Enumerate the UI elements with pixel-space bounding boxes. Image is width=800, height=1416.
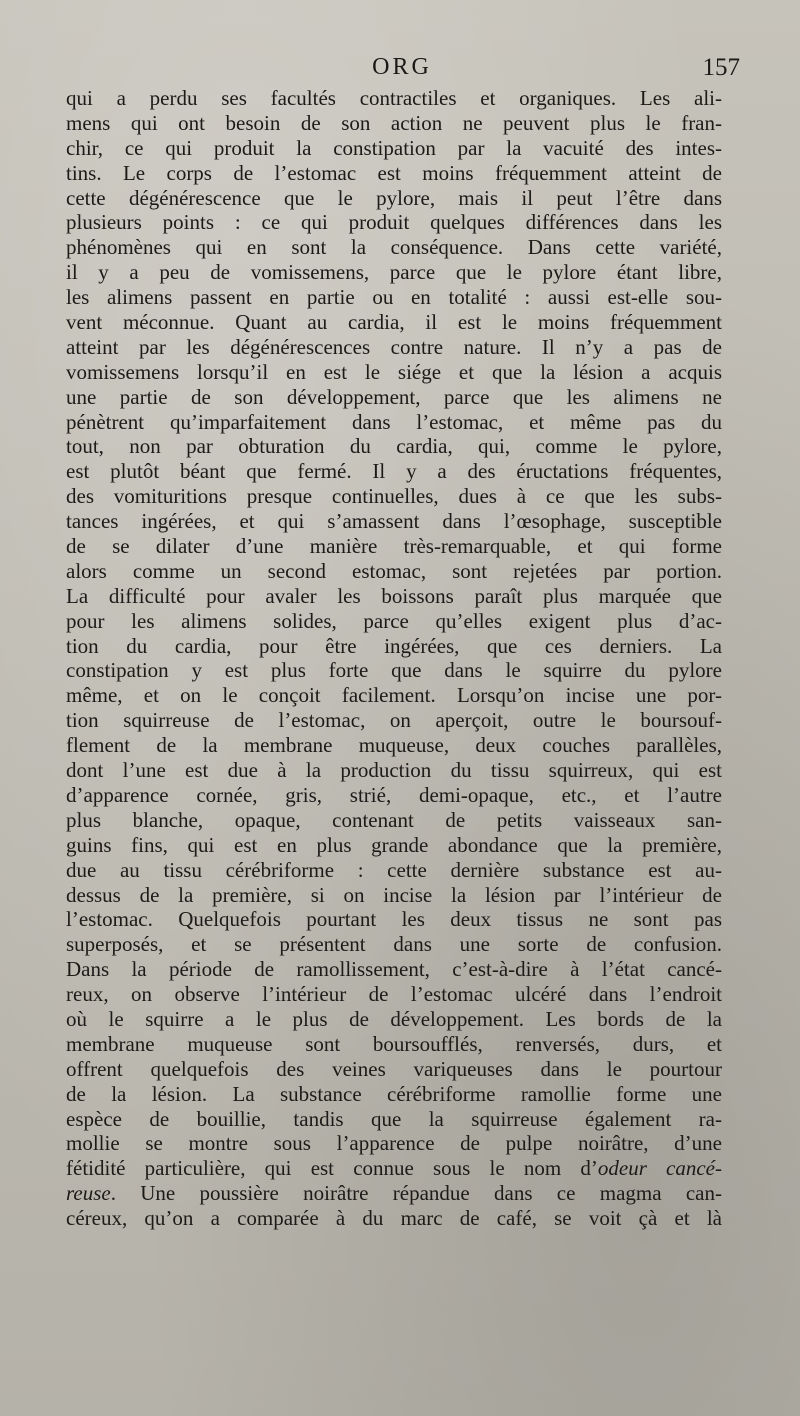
text-line: qui a perdu ses facultés contractiles et organiques. Les ali- — [66, 86, 722, 110]
text-line: phénomènes qui en sont la conséquence. Dans cette variété, — [66, 235, 722, 260]
text-line: chir, ce qui produit la constipation par la vacuité des intes- — [66, 135, 722, 160]
text-line: Dans la période de ramollissement, c’est-à-dire à l’état cancé- — [66, 957, 722, 982]
text-line-with-italic — [66, 1156, 722, 1181]
text-line: dont l’une est due à la production du tissu squirreux, qui est — [66, 758, 722, 783]
text-line: plusieurs points : ce qui produit quelques différences dans les — [66, 210, 722, 235]
text-line: dessus de la première, si on incise la lésion par l’intérieur de — [66, 882, 722, 907]
text-line: vent méconnue. Quant au cardia, il est le moins fréquemment — [66, 310, 722, 335]
text-line: membrane muqueuse sont boursoufflés, renversés, durs, et — [66, 1031, 722, 1056]
text-line: mens qui ont besoin de son action ne peuvent plus le fran- — [66, 110, 722, 135]
text-line: l’estomac. Quelquefois pourtant les deux tissus ne sont pas — [66, 907, 722, 932]
body-text — [66, 86, 722, 1231]
page-number: 157 — [702, 54, 740, 81]
text-line: offrent quelquefois des veines variqueuses dans le pourtour — [66, 1056, 722, 1081]
text-line: est plutôt béant que fermé. Il y a des éructations fréquentes, — [66, 459, 722, 484]
text-line: reux, on observe l’intérieur de l’estomac ulcéré dans l’endroit — [66, 982, 722, 1007]
text-line: de se dilater d’une manière très-remarquable, et qui forme — [66, 534, 722, 559]
text-line: il y a peu de vomissemens, parce que le pylore étant libre, — [66, 260, 722, 285]
text-segment: . Une poussière noirâtre répandue dans ce magma can- — [110, 1181, 722, 1206]
italic-term: odeur cancé- — [597, 1156, 722, 1181]
text-line: alors comme un second estomac, sont rejetées par portion. — [66, 558, 722, 583]
text-line: pénètrent qu’imparfaitement dans l’estomac, et même pas du — [66, 409, 722, 434]
text-line-with-italic — [66, 1181, 722, 1206]
text-line: tins. Le corps de l’estomac est moins fréquemment atteint de — [66, 160, 722, 185]
text-line: La difficulté pour avaler les boissons paraît plus marquée que — [66, 583, 722, 608]
text-line: mollie se montre sous l’apparence de pulpe noirâtre, d’une — [66, 1131, 722, 1156]
text-line: tout, non par obturation du cardia, qui, comme le pylore, — [66, 434, 722, 459]
running-head — [64, 54, 740, 88]
text-line: les alimens passent en partie ou en totalité : aussi est-elle sou- — [66, 285, 722, 310]
text-line: flement de la membrane muqueuse, deux couches parallèles, — [66, 733, 722, 758]
text-line: tion du cardia, pour être ingérées, que ces derniers. La — [66, 633, 722, 658]
text-line: une partie de son développement, parce que les alimens ne — [66, 384, 722, 409]
text-line: pour les alimens solides, parce qu’elles exigent plus d’ac- — [66, 608, 722, 633]
text-line: de la lésion. La substance cérébriforme ramollie forme une — [66, 1081, 722, 1106]
text-line: même, et on le conçoit facilement. Lorsqu’on incise une por- — [66, 683, 722, 708]
text-line: vomissemens lorsqu’il en est le siége et que la lésion a acquis — [66, 359, 722, 384]
italic-term: reuse — [66, 1181, 111, 1206]
text-segment: fétidité particulière, qui est connue sous le nom d’ — [66, 1156, 598, 1181]
text-line: où le squirre a le plus de développement. Les bords de la — [66, 1006, 722, 1031]
text-line: due au tissu cérébriforme : cette dernière substance est au- — [66, 857, 722, 882]
text-line: des vomituritions presque continuelles, dues à ce que les subs- — [66, 484, 722, 509]
text-line: constipation y est plus forte que dans le squirre du pylore — [66, 658, 722, 683]
text-line: céreux, qu’on a comparée à du marc de café, se voit çà et là — [66, 1206, 722, 1231]
text-line: tion squirreuse de l’estomac, on aperçoit, outre le boursouf- — [66, 708, 722, 733]
running-head-title: ORG — [372, 54, 432, 80]
text-line: d’apparence cornée, gris, strié, demi-opaque, etc., et l’autre — [66, 782, 722, 807]
text-line: superposés, et se présentent dans une sorte de confusion. — [66, 932, 722, 957]
text-line: espèce de bouillie, tandis que la squirreuse également ra- — [66, 1106, 722, 1131]
text-line: plus blanche, opaque, contenant de petits vaisseaux san- — [66, 807, 722, 832]
text-line: atteint par les dégénérescences contre nature. Il n’y a pas de — [66, 334, 722, 359]
text-line: guins fins, qui est en plus grande abondance que la première, — [66, 832, 722, 857]
text-line: cette dégénérescence que le pylore, mais il peut l’être dans — [66, 185, 722, 210]
text-line: tances ingérées, et qui s’amassent dans l’œsophage, susceptible — [66, 509, 722, 534]
